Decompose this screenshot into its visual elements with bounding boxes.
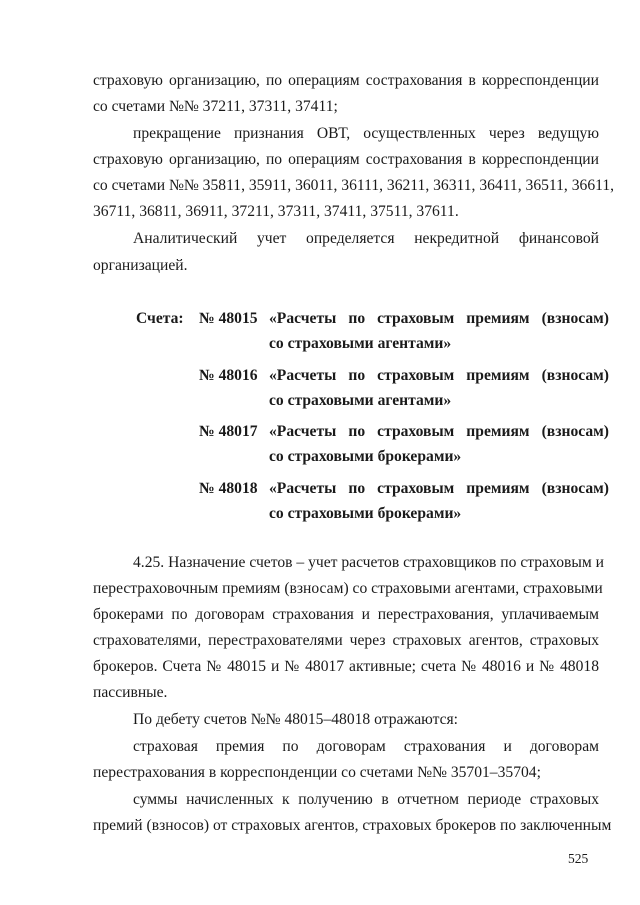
paragraph-line: премий (взносов) от страховых агентов, страховых брокеров по заключенным — [93, 817, 612, 834]
account-title: со страховыми агентами» — [269, 392, 452, 409]
account-title: «Расчеты по страховым премиям (взносам) — [269, 480, 609, 497]
paragraph-line: страховая премия по договорам страхования и договорам — [133, 738, 599, 755]
account-title: со страховыми агентами» — [269, 335, 452, 352]
account-number: № 48016 — [199, 367, 258, 384]
account-title: «Расчеты по страховым премиям (взносам) — [269, 310, 609, 327]
account-number: № 48015 — [199, 310, 258, 327]
paragraph-line: прекращение признания ОВТ, осуществленных через ведущую — [133, 125, 599, 142]
paragraph-line: организацией. — [93, 257, 188, 274]
account-number: № 48017 — [199, 423, 258, 440]
paragraph-line: брокерами по договорам страхования и перестрахования, уплачиваемым — [93, 606, 599, 623]
paragraph-line: По дебету счетов №№ 48015–48018 отражаются: — [133, 711, 459, 728]
paragraph-line: Аналитический учет определяется некредитной финансовой — [133, 230, 599, 247]
paragraph-line: страховую организацию, по операциям сострахования в корреспонденции — [93, 72, 599, 89]
accounts-label: Счета: — [136, 310, 184, 327]
paragraph-line: суммы начисленных к получению в отчетном периоде страховых — [133, 791, 599, 808]
paragraph-line: страховую организацию, по операциям сострахования в корреспонденции — [93, 151, 599, 168]
paragraph-line: брокеров. Счета № 48015 и № 48017 активные; счета № 48016 и № 48018 — [93, 658, 599, 675]
paragraph-line: 36711, 36811, 36911, 37211, 37311, 37411, 37511, 37611. — [93, 203, 459, 220]
paragraph-line: со счетами №№ 37211, 37311, 37411; — [93, 98, 338, 115]
paragraph-line: перестрахования в корреспонденции со счетами №№ 35701–35704; — [93, 764, 541, 781]
account-title: со страховыми брокерами» — [269, 505, 462, 522]
paragraph-line: страхователями, перестрахователями через страховых агентов, страховых — [93, 632, 599, 649]
account-title: «Расчеты по страховым премиям (взносам) — [269, 423, 609, 440]
account-title: со страховыми брокерами» — [269, 448, 462, 465]
account-number: № 48018 — [199, 480, 258, 497]
page-number: 525 — [568, 851, 589, 866]
paragraph-line: со счетами №№ 35811, 35911, 36011, 36111, 36211, 36311, 36411, 36511, 36611, — [93, 177, 615, 194]
paragraph-line: перестраховочным премиям (взносам) со страховыми агентами, страховыми — [93, 580, 603, 597]
paragraph-line: пассивные. — [93, 684, 168, 701]
account-title: «Расчеты по страховым премиям (взносам) — [269, 367, 609, 384]
paragraph-line: 4.25. Назначение счетов – учет расчетов страховщиков по страховым и — [133, 554, 604, 571]
